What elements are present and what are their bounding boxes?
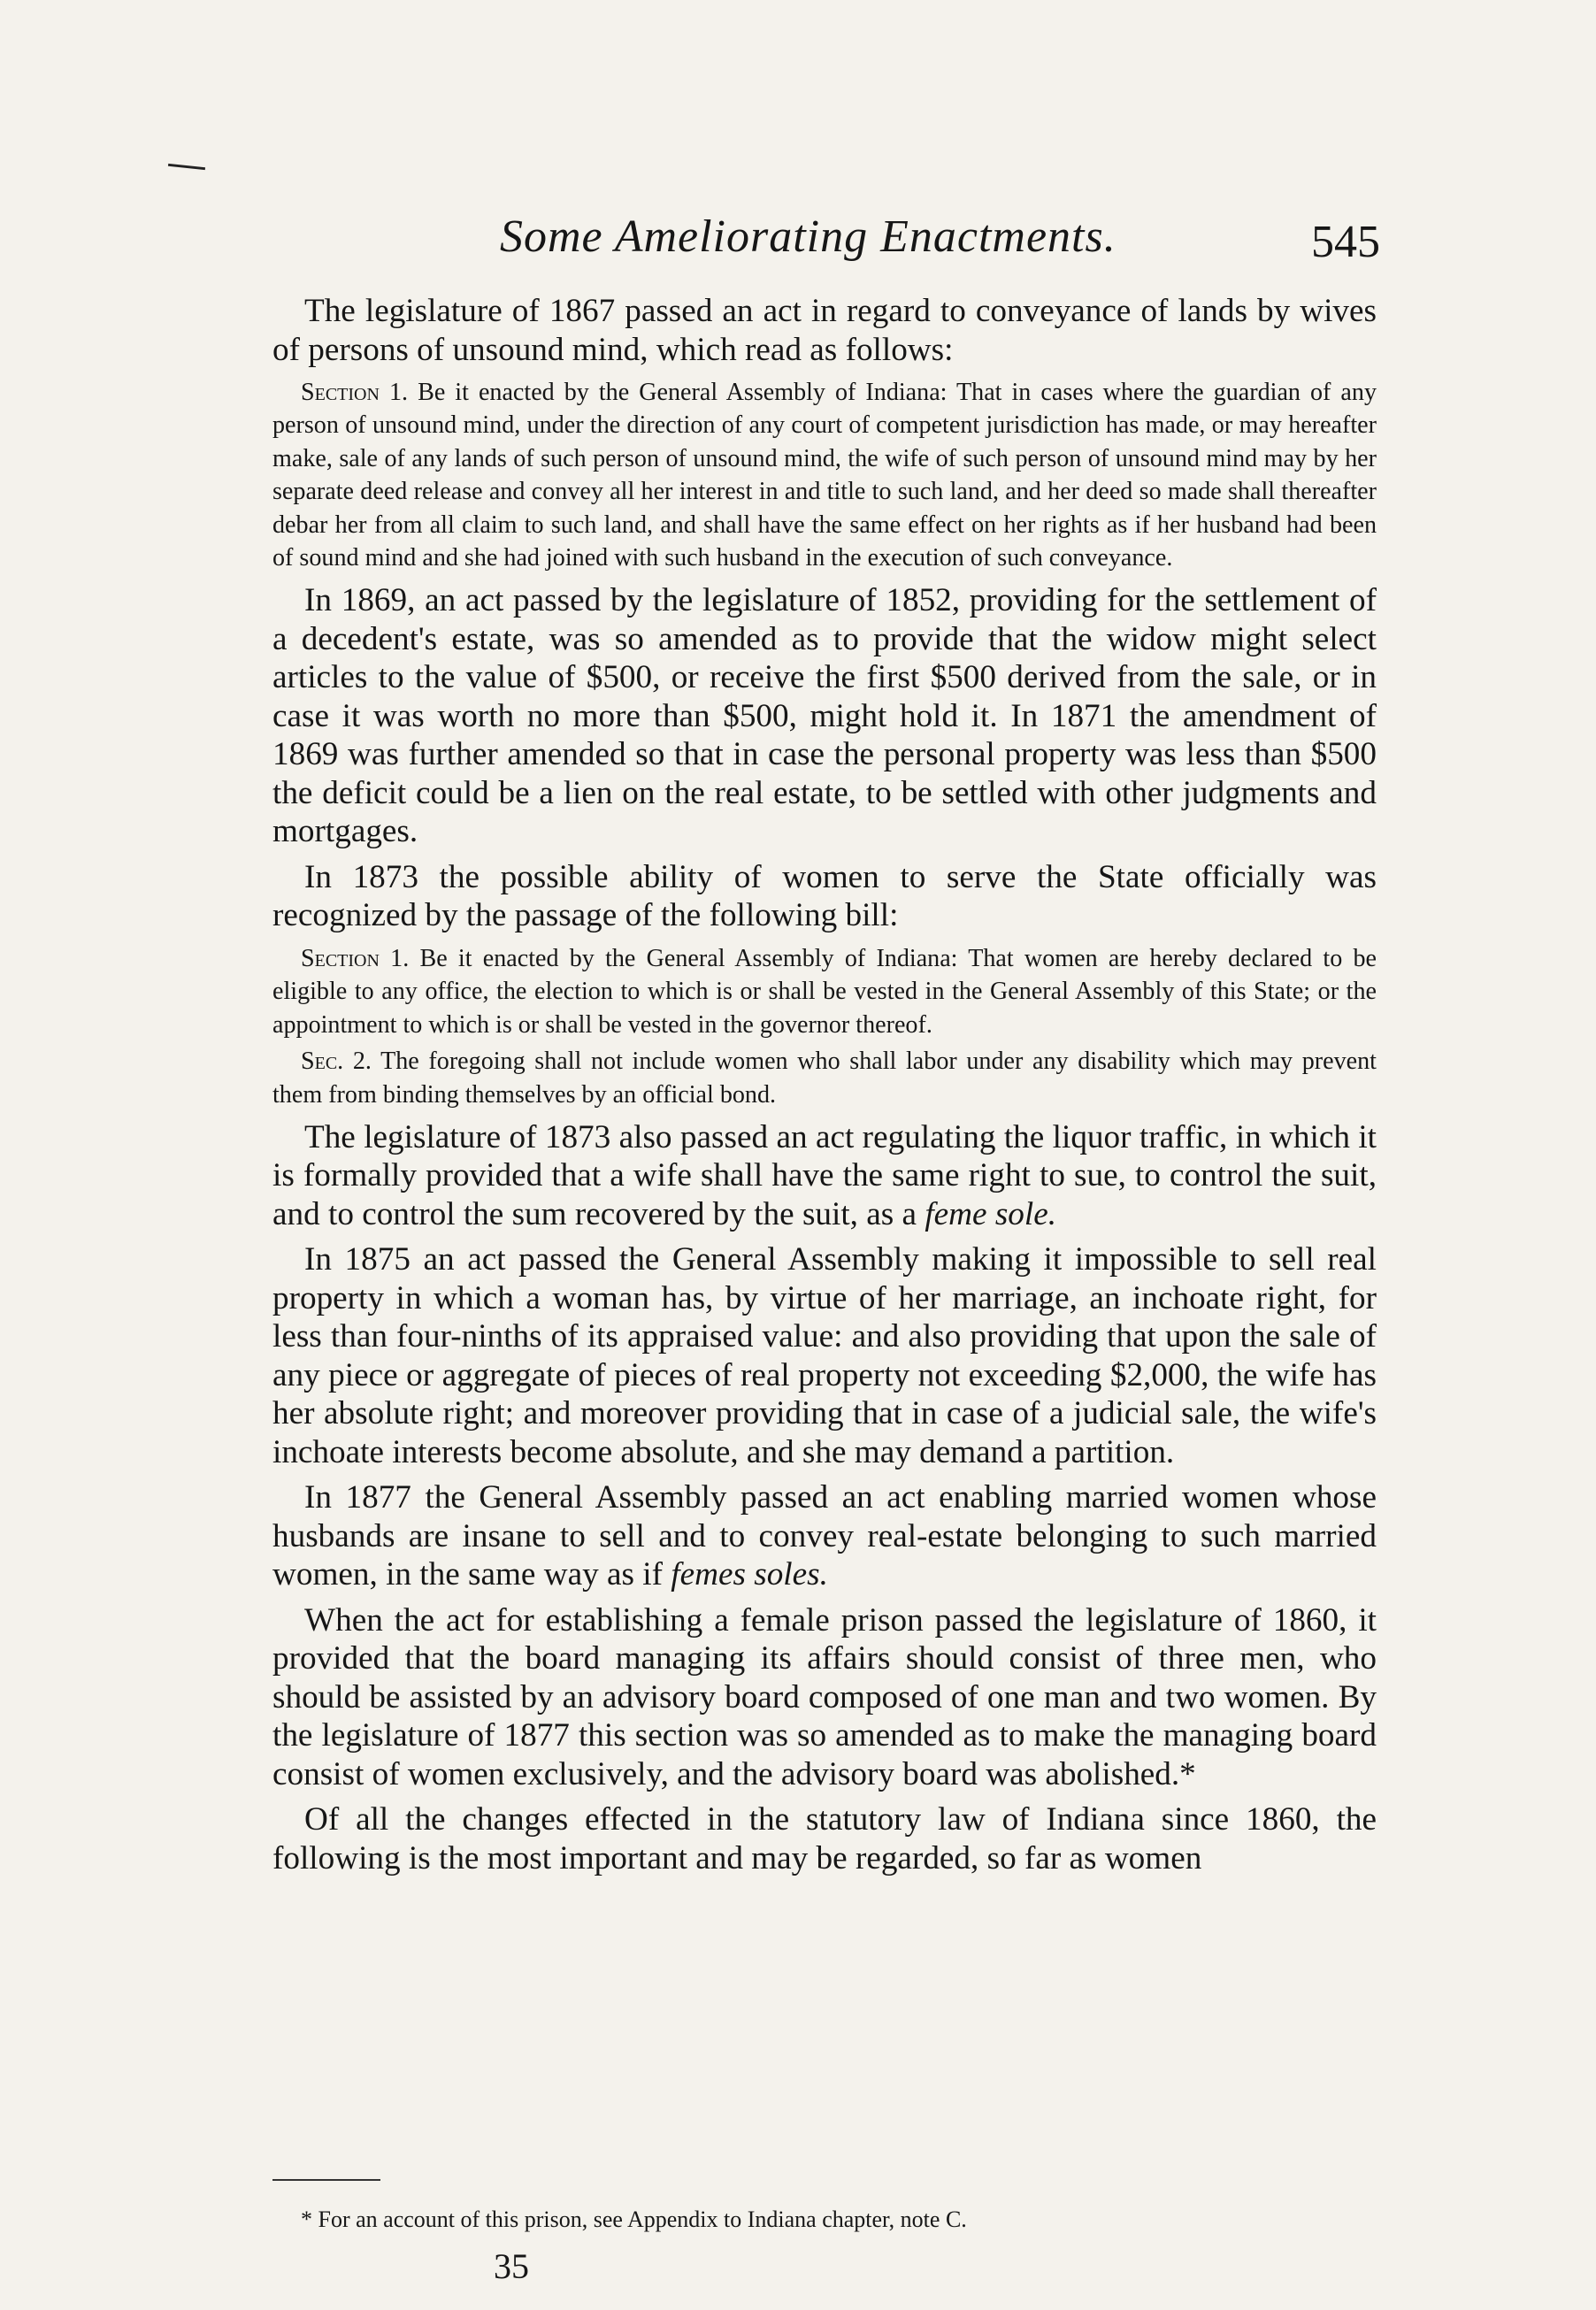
section-text: Be it enacted by the General Assembly of Indiana: That in cases where the guardian of any person of unsound mind, under the direction of any court of competent jurisdiction has made, or may hereafter make, sale of any lands of such person of unsound mind, the wife of such person of unsound mind may by her separate deed release and convey all her interest in and title to such land, and her deed so made shall thereafter debar her from all claim to such land, and shall have the same effect on her rights as if her husband had been of sound mind and she had joined with such husband in the execution of such conveyance. — [272, 379, 1377, 572]
section-text: Be it enacted by the General Assembly of Indiana: That women are hereby declared to be eligible to any office, the election to which is or shall be vested in the General Assembly of this State; or the appointment to which is or shall be vested in the governor thereof. — [272, 944, 1377, 1039]
paragraph-1869: In 1869, an act passed by the legislature of 1852, providing for the settlement of a decedent's estate, was so amended as to provide that the widow might select articles to the value of $500, or receive the first $500 derived from the sale, or in case it was worth no more than $500, might hold it. In 1871 the amendment of 1869 was further amended so that in case the personal property was less than $500 the deficit could be a lien on the real estate, to be settled with other judgments and mortgages. — [272, 582, 1377, 850]
body-text — [272, 292, 1377, 1884]
statute-1867-section-1 — [272, 376, 1377, 574]
margin-mark — [168, 164, 205, 170]
section-label: Section 1. — [301, 944, 410, 972]
paragraph-1875: In 1875 an act passed the General Assembly making it impossible to sell real property in which a woman has, by virtue of her marriage, an inchoate right, for less than four-ninths of its appraised value: and also providing that upon the sale of any piece or aggregate of pieces of real property not exceeding $2,000, the wife has her absolute right; and moreover providing that in case of a judicial sale, the wife's inchoate interests become absolute, and she may demand a partition. — [272, 1241, 1377, 1470]
signature-mark: 35 — [494, 2246, 529, 2286]
paragraph-text: The legislature of 1873 also passed an act regulating the liquor traffic, in which it is formally provided that a wife shall have the same right to sue, to control the suit, and to control the sum recovered by the suit, as a — [272, 1118, 1377, 1232]
footnote-rule — [272, 2179, 380, 2181]
italic-term: feme sole. — [925, 1195, 1057, 1232]
section-label: Section 1. — [301, 379, 409, 406]
paragraph-text: In 1877 the General Assembly passed an act enabling married women whose husbands are insane to sell and to convey real-estate belonging to such married women, in the same way as if — [272, 1479, 1377, 1593]
paragraph-1873: In 1873 the possible ability of women to serve the State officially was recognized by the passage of the following bill: — [272, 858, 1377, 934]
paragraph-changes: Of all the changes effected in the statutory law of Indiana since 1860, the following is the most important and may be regarded, so far as women — [272, 1801, 1377, 1876]
paragraph-liquor-act — [272, 1118, 1377, 1234]
page-number: 545 — [1311, 217, 1380, 267]
footnote: * For an account of this prison, see Appendix to Indiana chapter, note C. — [301, 2206, 967, 2232]
section-text: The foregoing shall not include women who shall labor under any disability which may prevent them from binding themselves by an official bond. — [272, 1048, 1377, 1109]
section-label: Sec. 2. — [301, 1048, 372, 1076]
paragraph-1867: The legislature of 1867 passed an act in regard to conveyance of lands by wives of persons of unsound mind, which read as follows: — [272, 293, 1377, 368]
statute-1873-section-2 — [272, 1045, 1377, 1111]
paragraph-1877 — [272, 1478, 1377, 1594]
statute-1873-section-1 — [272, 942, 1377, 1041]
page-header — [270, 211, 1385, 281]
italic-term: femes soles. — [671, 1556, 828, 1593]
paragraph-female-prison: When the act for establishing a female prison passed the legislature of 1860, it provided that the board managing its affairs should consist of three men, who should be assisted by an advisory board composed of one man and two women. By the legislature of 1877 this section was so amended as to make the managing board consist of women exclusively, and the advisory board was abolished.* — [272, 1601, 1377, 1792]
running-title: Some Ameliorating Enactments. — [500, 211, 1116, 262]
